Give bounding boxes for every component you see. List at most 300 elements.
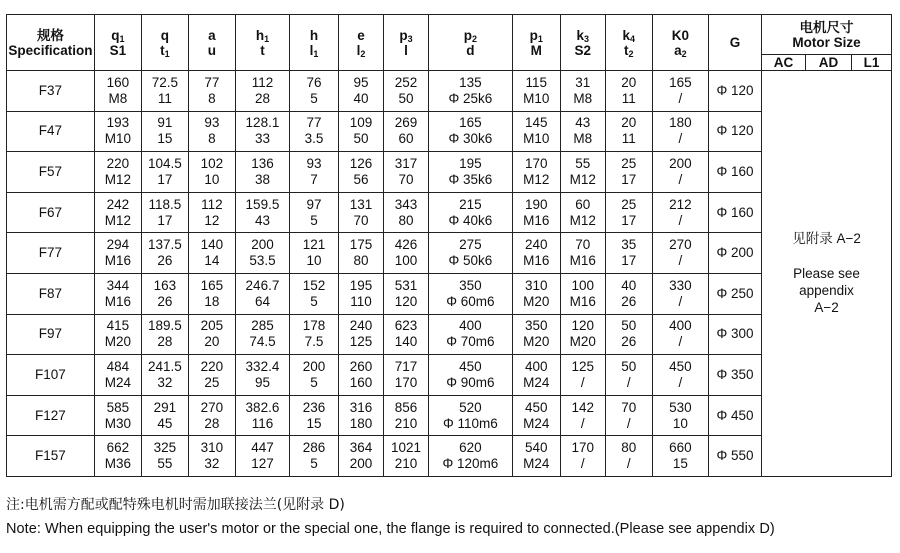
cell-line: M36: [104, 456, 131, 472]
cell-line: 270: [669, 237, 692, 253]
header-top: $p_3$: [399, 27, 413, 44]
value-cell: [605, 314, 652, 355]
cell-line: 43: [575, 115, 591, 131]
cell-line: 125: [571, 358, 595, 374]
cell-line: 662: [106, 440, 130, 456]
cell-line: 72.5: [151, 74, 179, 90]
cell-line: 195: [349, 277, 373, 293]
value-cell: [339, 355, 384, 396]
header-bottom: $t_1$: [160, 42, 170, 59]
cell-line: /: [678, 171, 683, 187]
value-cell: [94, 355, 141, 396]
value-cell: [141, 355, 188, 396]
header-top: K0: [671, 27, 689, 43]
cell-line: /: [626, 415, 631, 431]
cell-line: Φ 60m6: [446, 293, 495, 309]
cell-line: 190: [525, 196, 548, 212]
cell-line: 28: [254, 90, 270, 106]
value-cell: [94, 152, 141, 193]
cell-line: 189.5: [147, 318, 182, 334]
table-row: [7, 111, 892, 152]
value-cell: [652, 436, 708, 477]
table-row: [7, 355, 892, 396]
cell-line: 80: [398, 212, 414, 228]
column-header-13: [708, 15, 761, 71]
cell-line: 285: [251, 318, 274, 334]
cell-line: 97: [306, 196, 322, 212]
value-cell: [94, 314, 141, 355]
cell-line: 15: [157, 131, 173, 147]
cell-line: 25: [621, 155, 637, 171]
value-cell: [384, 152, 429, 193]
cell-line: 17: [621, 253, 637, 269]
value-cell: [560, 233, 605, 274]
cell-line: 3.5: [304, 131, 324, 147]
cell-line: Φ 90m6: [446, 374, 495, 390]
table-row: [7, 395, 892, 436]
cell-line: M16: [523, 212, 550, 228]
cell-line: 140: [394, 334, 418, 350]
value-cell: [512, 395, 560, 436]
value-cell: [141, 71, 188, 112]
spec-cell: F37: [7, 71, 95, 112]
cell-line: 246.7: [245, 277, 280, 293]
cell-line: 31: [575, 74, 591, 90]
cell-line: Φ 25k6: [448, 90, 493, 106]
cell-line: 200: [302, 358, 326, 374]
value-cell: [339, 192, 384, 233]
cell-line: Φ 70m6: [446, 334, 495, 350]
cell-line: M20: [523, 334, 550, 350]
spec-cell: F127: [7, 395, 95, 436]
value-cell: [652, 192, 708, 233]
cell-line: 212: [669, 196, 692, 212]
motor-sub-ad: AD: [806, 55, 852, 71]
cell-line: 28: [204, 415, 220, 431]
table-row: [7, 192, 892, 233]
header-top: h: [309, 27, 319, 43]
motor-sub-l1: L1: [851, 55, 891, 71]
cell-line: 118.5: [148, 196, 182, 212]
cell-line: 55: [575, 155, 591, 171]
value-cell: [605, 192, 652, 233]
cell-line: 210: [394, 456, 418, 472]
value-cell: [290, 314, 339, 355]
value-cell: [560, 111, 605, 152]
cell-line: 5: [310, 90, 318, 106]
cell-line: 236: [302, 399, 326, 415]
cell-line: 220: [106, 155, 130, 171]
cell-line: /: [678, 334, 683, 350]
header-top: a: [208, 27, 216, 43]
cell-line: 26: [157, 293, 173, 309]
spec-cell: F107: [7, 355, 95, 396]
value-cell: [188, 152, 235, 193]
cell-line: 193: [106, 115, 130, 131]
g-cell: Φ 120: [708, 111, 761, 152]
cell-line: 317: [394, 155, 418, 171]
cell-line: Φ 120m6: [442, 456, 499, 472]
value-cell: [560, 395, 605, 436]
cell-line: /: [678, 374, 683, 390]
note-english: Note: When equipping the user's motor or the special one, the flange is required to connected.(Please see appendix D): [6, 521, 775, 537]
cell-line: 60: [398, 131, 414, 147]
value-cell: [652, 273, 708, 314]
cell-line: 7.5: [304, 334, 324, 350]
cell-line: 25: [621, 196, 637, 212]
cell-line: 14: [204, 253, 220, 269]
value-cell: [188, 111, 235, 152]
value-cell: [94, 273, 141, 314]
value-cell: [188, 436, 235, 477]
cell-line: 160: [349, 374, 373, 390]
cell-line: 5: [310, 374, 318, 390]
cell-line: 291: [153, 399, 177, 415]
cell-line: 125: [349, 334, 373, 350]
column-header-3: [188, 15, 235, 71]
cell-line: 325: [153, 440, 177, 456]
cell-line: 260: [349, 358, 373, 374]
cell-line: 252: [394, 74, 418, 90]
cell-line: 316: [349, 399, 373, 415]
cell-line: 112: [251, 74, 274, 90]
cell-line: M20: [104, 334, 131, 350]
value-cell: [652, 233, 708, 274]
cell-line: 210: [394, 415, 418, 431]
cell-line: 17: [621, 171, 637, 187]
cell-line: 40: [353, 90, 369, 106]
cell-line: 240: [525, 237, 548, 253]
cell-line: 159.5: [245, 196, 280, 212]
cell-line: M8: [573, 90, 593, 106]
header-bottom: u: [207, 42, 216, 58]
cell-line: 200: [349, 456, 373, 472]
header-bottom: $t_2$: [623, 42, 634, 59]
cell-line: 220: [200, 358, 224, 374]
cell-line: 7: [310, 171, 318, 187]
cell-line: 128.1: [245, 115, 280, 131]
motor-size-cn: 电机尺寸: [799, 19, 854, 35]
cell-line: 520: [459, 399, 482, 415]
header-bottom: S1: [109, 42, 127, 58]
value-cell: [339, 273, 384, 314]
cell-line: 53.5: [249, 253, 276, 269]
cell-line: M10: [523, 131, 550, 147]
header-top: e: [357, 27, 365, 43]
cell-line: M24: [523, 374, 550, 390]
value-cell: [141, 152, 188, 193]
value-cell: [605, 436, 652, 477]
value-cell: [512, 71, 560, 112]
value-cell: [188, 192, 235, 233]
header-top: $p_1$: [529, 27, 543, 44]
cell-line: 76: [306, 74, 322, 90]
value-cell: [560, 152, 605, 193]
cell-line: /: [678, 293, 683, 309]
cell-line: 140: [200, 237, 224, 253]
cell-line: /: [580, 374, 585, 390]
value-cell: [141, 395, 188, 436]
cell-line: 11: [621, 90, 636, 106]
cell-line: 32: [204, 456, 220, 472]
cell-line: M16: [104, 293, 131, 309]
table-row: [7, 436, 892, 477]
value-cell: [605, 233, 652, 274]
value-cell: [652, 314, 708, 355]
cell-line: 38: [254, 171, 270, 187]
header-bottom: $a_2$: [674, 42, 687, 59]
cell-line: 275: [459, 237, 482, 253]
table-row: [7, 152, 892, 193]
cell-line: 660: [669, 440, 692, 456]
value-cell: [560, 192, 605, 233]
cell-line: 178: [302, 318, 326, 334]
cell-line: 11: [621, 131, 636, 147]
cell-line: 286: [302, 440, 326, 456]
cell-line: 15: [672, 456, 688, 472]
value-cell: [290, 395, 339, 436]
value-cell: [94, 71, 141, 112]
cell-line: 170: [571, 440, 595, 456]
value-cell: [560, 273, 605, 314]
column-header-10: [560, 15, 605, 71]
cell-line: 240: [349, 318, 373, 334]
cell-line: /: [626, 374, 631, 390]
value-cell: [512, 111, 560, 152]
cell-line: 17: [157, 171, 173, 187]
cell-line: 80: [621, 440, 637, 456]
value-cell: [512, 192, 560, 233]
cell-line: 241.5: [147, 358, 182, 374]
cell-line: M16: [569, 253, 596, 269]
header-top: $k_4$: [622, 27, 635, 44]
value-cell: [512, 314, 560, 355]
cell-line: 20: [621, 74, 637, 90]
cell-line: 95: [254, 374, 270, 390]
value-cell: [141, 314, 188, 355]
cell-line: 70: [621, 399, 637, 415]
value-cell: [141, 436, 188, 477]
cell-line: 40: [621, 277, 637, 293]
motor-size-header: [762, 15, 892, 55]
cell-line: 17: [621, 212, 637, 228]
cell-line: 10: [306, 253, 322, 269]
cell-line: 56: [353, 171, 369, 187]
cell-line: M16: [104, 253, 131, 269]
value-cell: [141, 273, 188, 314]
cell-line: M10: [104, 131, 131, 147]
motor-sub-ac: AC: [762, 55, 806, 71]
cell-line: 100: [394, 253, 418, 269]
cell-line: 137.5: [147, 237, 182, 253]
header-bottom: d: [466, 42, 475, 58]
value-cell: [428, 152, 512, 193]
cell-line: 294: [106, 237, 130, 253]
value-cell: [235, 314, 289, 355]
cell-line: 15: [306, 415, 322, 431]
header-top: 规格: [36, 27, 64, 43]
value-cell: [384, 273, 429, 314]
header-top: $k_3$: [576, 27, 590, 44]
value-cell: [560, 314, 605, 355]
value-cell: [235, 111, 289, 152]
cell-line: M30: [104, 415, 131, 431]
cell-line: /: [626, 456, 631, 472]
g-cell: Φ 450: [708, 395, 761, 436]
cell-line: 620: [459, 440, 482, 456]
cell-line: 70: [575, 237, 591, 253]
g-cell: Φ 160: [708, 192, 761, 233]
value-cell: [560, 355, 605, 396]
value-cell: [94, 436, 141, 477]
value-cell: [428, 111, 512, 152]
cell-line: 415: [106, 318, 130, 334]
value-cell: [188, 355, 235, 396]
value-cell: [235, 233, 289, 274]
cell-line: 450: [459, 358, 482, 374]
column-header-11: [605, 15, 652, 71]
cell-line: 531: [394, 277, 418, 293]
cell-line: 26: [621, 293, 637, 309]
cell-line: 55: [157, 456, 173, 472]
cell-line: M16: [523, 253, 550, 269]
g-cell: Φ 250: [708, 273, 761, 314]
cell-line: /: [678, 131, 683, 147]
value-cell: [512, 233, 560, 274]
cell-line: /: [678, 90, 683, 106]
cell-line: M12: [104, 171, 131, 187]
g-cell: Φ 300: [708, 314, 761, 355]
cell-line: 12: [204, 212, 220, 228]
value-cell: [339, 152, 384, 193]
value-cell: [188, 395, 235, 436]
cell-line: 170: [525, 155, 548, 171]
value-cell: [605, 355, 652, 396]
cell-line: 11: [157, 90, 172, 106]
column-header-0: [7, 15, 95, 71]
cell-line: /: [580, 456, 585, 472]
cell-line: 350: [525, 318, 548, 334]
cell-line: 32: [157, 374, 173, 390]
cell-line: 120: [571, 318, 595, 334]
value-cell: [290, 111, 339, 152]
value-cell: [512, 355, 560, 396]
cell-line: 382.6: [245, 399, 280, 415]
motor-note-en-2: appendix: [799, 283, 854, 299]
cell-line: 205: [200, 318, 224, 334]
column-header-7: [384, 15, 429, 71]
cell-line: 332.4: [245, 358, 280, 374]
header-top: G: [729, 35, 741, 50]
value-cell: [290, 436, 339, 477]
header-top: q: [160, 27, 169, 43]
cell-line: 310: [525, 277, 548, 293]
spec-cell: F87: [7, 273, 95, 314]
cell-line: 77: [306, 115, 322, 131]
value-cell: [605, 71, 652, 112]
column-header-8: [428, 15, 512, 71]
g-cell: Φ 160: [708, 152, 761, 193]
cell-line: 104.5: [147, 155, 182, 171]
cell-line: Φ 50k6: [448, 253, 493, 269]
value-cell: [384, 71, 429, 112]
cell-line: 242: [106, 196, 130, 212]
spec-cell: F67: [7, 192, 95, 233]
value-cell: [560, 71, 605, 112]
cell-line: 195: [459, 155, 482, 171]
cell-line: 450: [669, 358, 692, 374]
cell-line: 77: [204, 74, 220, 90]
cell-line: 10: [204, 171, 220, 187]
cell-line: Φ 35k6: [448, 171, 493, 187]
header-top: $h_1$: [255, 27, 270, 44]
cell-line: M24: [523, 456, 550, 472]
cell-line: 5: [310, 293, 318, 309]
cell-line: 121: [302, 237, 326, 253]
cell-line: 126: [349, 155, 373, 171]
motor-note-cn: 见附录 A−2: [792, 231, 861, 247]
g-cell: Φ 550: [708, 436, 761, 477]
cell-line: 269: [394, 115, 418, 131]
value-cell: [290, 71, 339, 112]
cell-line: 127: [251, 456, 274, 472]
cell-line: 115: [525, 74, 548, 90]
value-cell: [188, 233, 235, 274]
value-cell: [384, 314, 429, 355]
cell-line: M16: [569, 293, 596, 309]
cell-line: 585: [106, 399, 130, 415]
cell-line: 400: [459, 318, 482, 334]
spec-cell: F47: [7, 111, 95, 152]
value-cell: [94, 395, 141, 436]
column-header-4: [235, 15, 289, 71]
cell-line: 364: [349, 440, 373, 456]
value-cell: [339, 395, 384, 436]
cell-line: 70: [353, 212, 369, 228]
motor-note-en-1: Please see: [793, 266, 860, 282]
cell-line: 165: [200, 277, 224, 293]
cell-line: 64: [254, 293, 270, 309]
cell-line: 200: [669, 155, 692, 171]
cell-line: 540: [525, 440, 548, 456]
header-top: $q_1$: [111, 27, 125, 44]
value-cell: [235, 152, 289, 193]
cell-line: 856: [394, 399, 418, 415]
cell-line: M12: [104, 212, 131, 228]
value-cell: [339, 111, 384, 152]
value-cell: [428, 436, 512, 477]
value-cell: [428, 192, 512, 233]
value-cell: [652, 71, 708, 112]
value-cell: [141, 233, 188, 274]
cell-line: 60: [575, 196, 591, 212]
cell-line: 135: [459, 74, 482, 90]
value-cell: [512, 273, 560, 314]
value-cell: [384, 192, 429, 233]
column-header-1: [94, 15, 141, 71]
table-row: [7, 314, 892, 355]
cell-line: 50: [621, 318, 637, 334]
spec-cell: F57: [7, 152, 95, 193]
header-bottom: t: [260, 42, 265, 58]
cell-line: 163: [153, 277, 177, 293]
table-row: [7, 71, 892, 112]
cell-line: 5: [310, 212, 318, 228]
motor-size-en: Motor Size: [792, 34, 861, 50]
value-cell: [235, 192, 289, 233]
cell-line: 175: [349, 237, 373, 253]
value-cell: [94, 192, 141, 233]
